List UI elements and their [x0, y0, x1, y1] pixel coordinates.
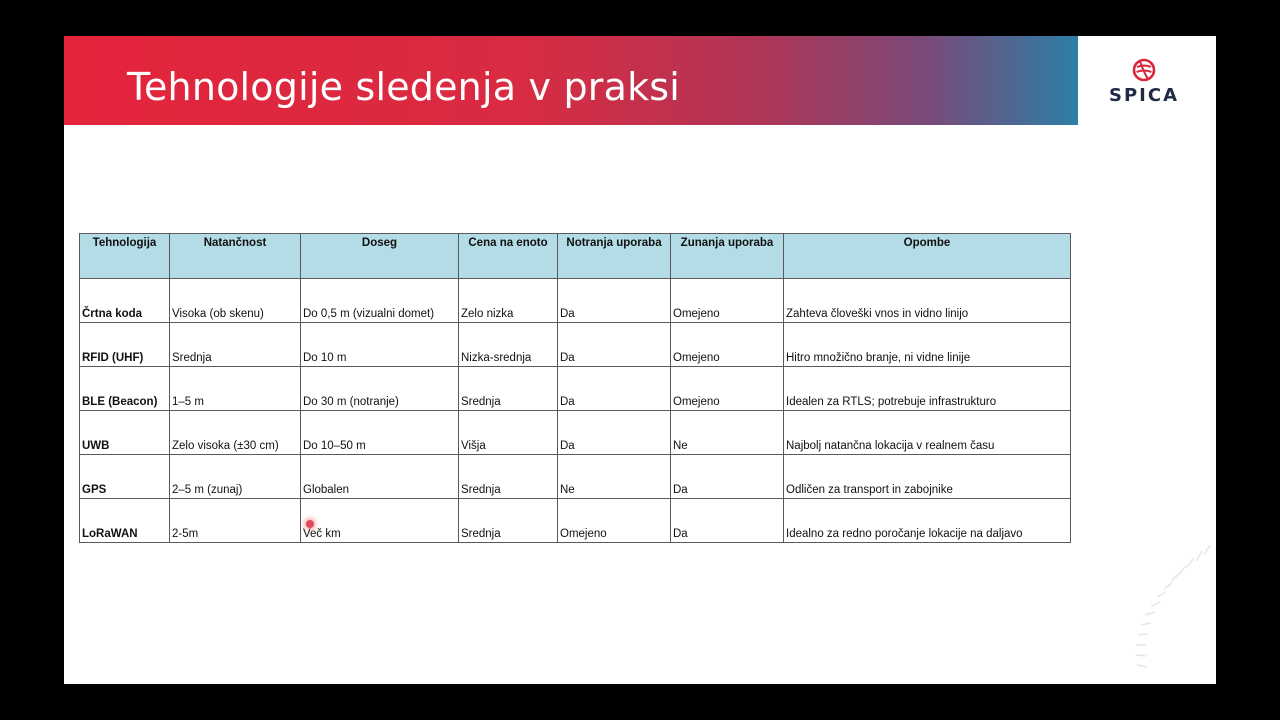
cell-unit-price: Srednja [459, 499, 558, 543]
cell-technology: GPS [80, 455, 170, 499]
cell-indoor-use: Da [558, 279, 671, 323]
table-row [80, 323, 1071, 367]
header-unit-price: Cena na enoto [459, 234, 558, 279]
cell-range: Do 10–50 m [301, 411, 459, 455]
cell-accuracy: Visoka (ob skenu) [170, 279, 301, 323]
cell-accuracy: Zelo visoka (±30 cm) [170, 411, 301, 455]
cell-accuracy: 2-5m [170, 499, 301, 543]
brand-logo [1104, 58, 1184, 110]
technology-comparison-table [79, 233, 1071, 543]
cell-technology: Črtna koda [80, 279, 170, 323]
header-notes: Opombe [784, 234, 1071, 279]
cell-indoor-use: Da [558, 323, 671, 367]
cell-indoor-use: Da [558, 411, 671, 455]
cell-notes: Odličen za transport in zabojnike [784, 455, 1071, 499]
cell-unit-price: Srednja [459, 455, 558, 499]
table-row [80, 367, 1071, 411]
table-row [80, 411, 1071, 455]
cell-unit-price: Nizka-srednja [459, 323, 558, 367]
cell-range: Do 0,5 m (vizualni domet) [301, 279, 459, 323]
cell-outdoor-use: Omejeno [671, 367, 784, 411]
header-range: Doseg [301, 234, 459, 279]
cell-outdoor-use: Da [671, 455, 784, 499]
dial-arc-icon [1124, 541, 1216, 684]
laser-pointer-icon [306, 520, 314, 528]
cell-technology: LoRaWAN [80, 499, 170, 543]
cell-range: Do 10 m [301, 323, 459, 367]
cell-indoor-use: Ne [558, 455, 671, 499]
cell-unit-price: Zelo nizka [459, 279, 558, 323]
cell-unit-price: Višja [459, 411, 558, 455]
cell-outdoor-use: Ne [671, 411, 784, 455]
cell-range: Globalen [301, 455, 459, 499]
title-banner [64, 36, 1078, 125]
table-row [80, 455, 1071, 499]
slide-title: Tehnologije sledenja v praksi [127, 65, 681, 109]
cell-accuracy: 2–5 m (zunaj) [170, 455, 301, 499]
table-row [80, 279, 1071, 323]
cell-technology: UWB [80, 411, 170, 455]
cell-notes: Zahteva človeški vnos in vidno linijo [784, 279, 1071, 323]
table-row [80, 499, 1071, 543]
cell-accuracy: Srednja [170, 323, 301, 367]
cell-outdoor-use: Omejeno [671, 323, 784, 367]
presentation-slide [64, 36, 1216, 684]
cell-unit-price: Srednja [459, 367, 558, 411]
cell-notes: Idealen za RTLS; potrebuje infrastrukturo [784, 367, 1071, 411]
cell-accuracy: 1–5 m [170, 367, 301, 411]
cell-indoor-use: Da [558, 367, 671, 411]
cell-range: Do 30 m (notranje) [301, 367, 459, 411]
cell-technology: BLE (Beacon) [80, 367, 170, 411]
cell-outdoor-use: Da [671, 499, 784, 543]
cell-notes: Hitro množično branje, ni vidne linije [784, 323, 1071, 367]
header-outdoor-use: Zunanja uporaba [671, 234, 784, 279]
header-accuracy: Natančnost [170, 234, 301, 279]
spica-logo-icon [1132, 58, 1156, 82]
header-technology: Tehnologija [80, 234, 170, 279]
cell-notes: Idealno za redno poročanje lokacije na daljavo [784, 499, 1071, 543]
header-indoor-use: Notranja uporaba [558, 234, 671, 279]
table-header-row [80, 234, 1071, 279]
cell-outdoor-use: Omejeno [671, 279, 784, 323]
cell-notes: Najbolj natančna lokacija v realnem času [784, 411, 1071, 455]
brand-name: SPICA [1109, 85, 1179, 106]
cell-range: Več km [301, 499, 459, 543]
cell-indoor-use: Omejeno [558, 499, 671, 543]
cell-technology: RFID (UHF) [80, 323, 170, 367]
